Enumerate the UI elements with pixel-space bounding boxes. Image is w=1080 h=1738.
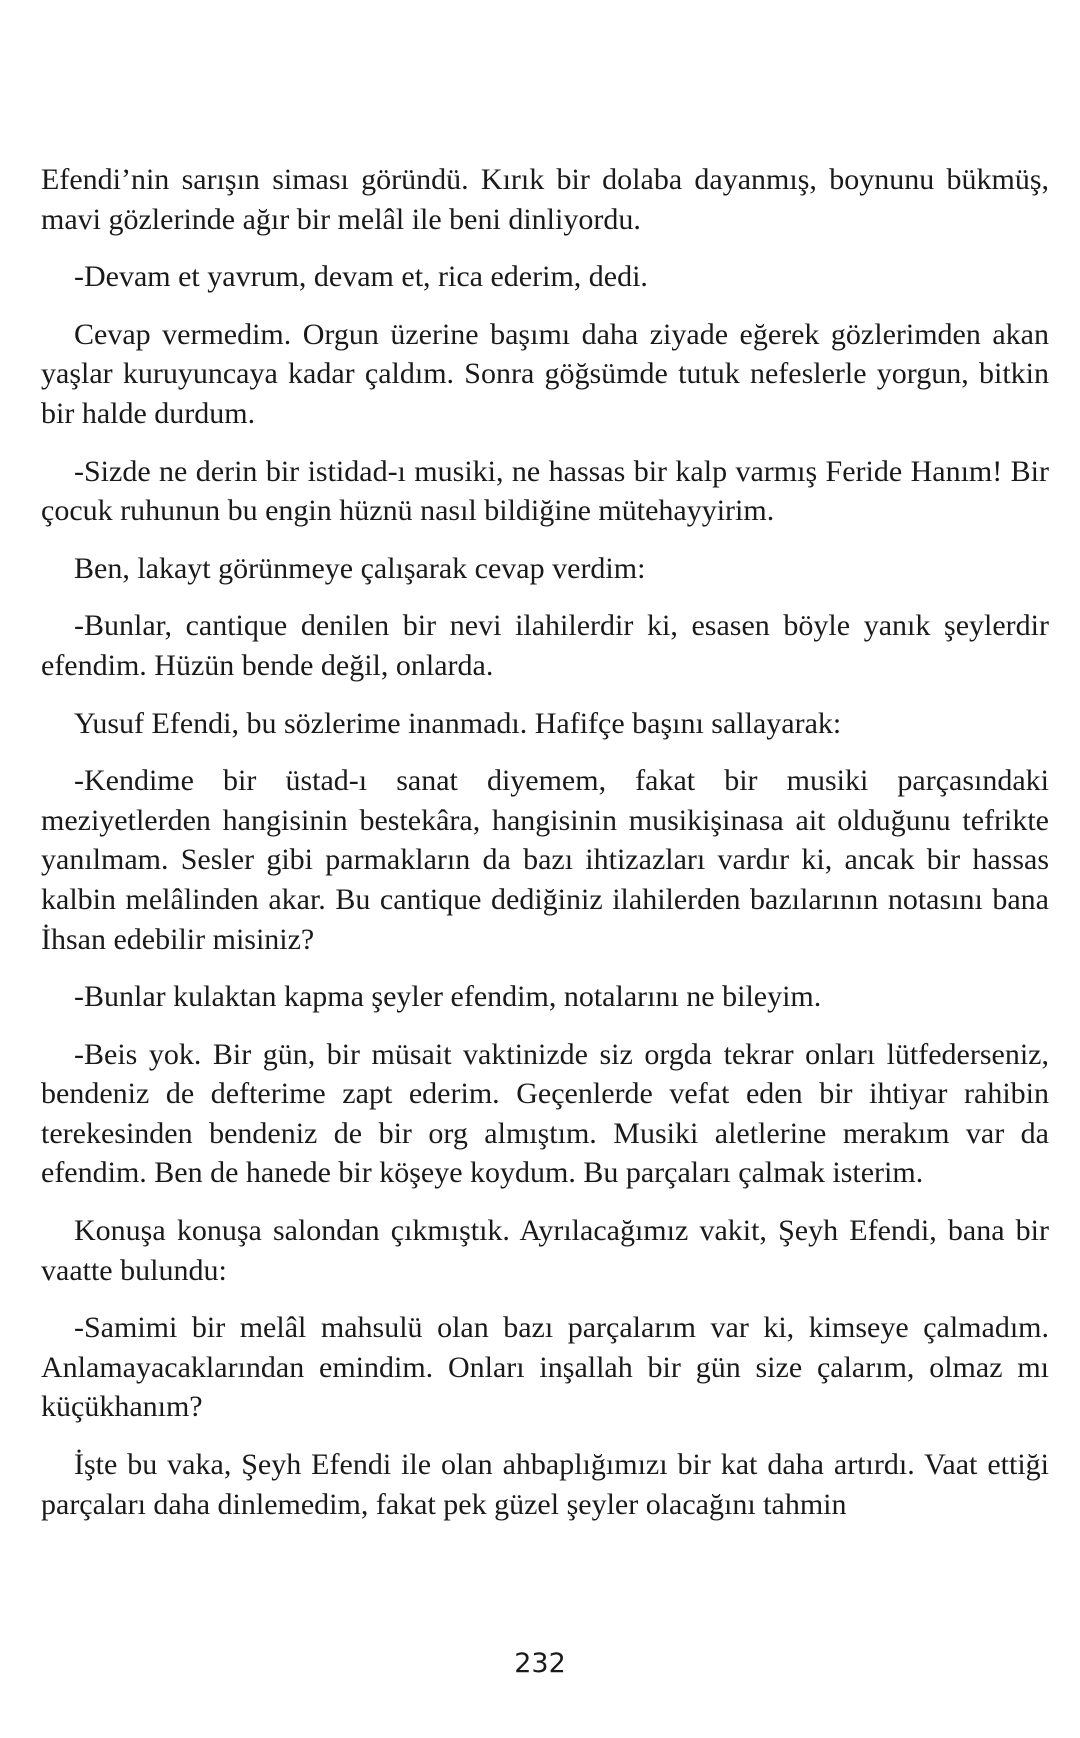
- text-body: [41, 160, 1049, 1542]
- paragraph-3: Cevap vermedim. Orgun üzerine başımı daha ziyade eğerek gözlerimden akan yaşlar kuruyuncaya kadar çaldım. Sonra göğsümde tutuk nefeslerle yorgun, bitkin bir halde durdum.: [41, 317, 1049, 430]
- paragraph-9: -Bunlar kulaktan kapma şeyler efendim, notalarını ne bileyim.: [74, 980, 822, 1014]
- paragraph-8: -Kendime bir üstad-ı sanat diyemem, fakat bir musiki parçasındaki meziyetlerden hangisinin bestekâra, hangisinin musikişinasa ait olduğunu tefrikte yanılmam. Sesler gibi parmakların da bazı ihtizazları vardır ki, ancak bir hassas kalbin melâlinden akar. Bu cantique dediğiniz ilahilerden bazılarının notasını bana İhsan edebilir misiniz?: [41, 764, 1049, 956]
- paragraph-6: -Bunlar, cantique denilen bir nevi ilahilerdir ki, esasen böyle yanık şeylerdir efendim. Hüzün bende değil, onlarda.: [41, 609, 1049, 682]
- paragraph-13: İşte bu vaka, Şeyh Efendi ile olan ahbaplığımızı bir kat daha artırdı. Vaat ettiği parçaları daha dinlemedim, fakat pek güzel şeyler olacağını tahmin: [41, 1448, 1049, 1521]
- paragraph-10: -Beis yok. Bir gün, bir müsait vaktinizde siz orgda tekrar onları lütfederseniz, bendeniz de defterime zapt ederim. Geçenlerde vefat eden bir ihtiyar rahibin terekesinden bendeniz de bir org almıştım. Musiki aletlerine merakım var da efendim. Ben de hanede bir köşeye koydum. Bu parçaları çalmak isterim.: [41, 1037, 1049, 1190]
- paragraph-11: Konuşa konuşa salondan çıkmıştık. Ayrılacağımız vakit, Şeyh Efendi, bana bir vaatte bulundu:: [41, 1214, 1049, 1287]
- paragraph-4: -Sizde ne derin bir istidad-ı musiki, ne hassas bir kalp varmış Feride Hanım! Bir çocuk ruhunun bu engin hüznü nasıl bildiğine mütehayyirim.: [41, 454, 1049, 528]
- paragraph-7: Yusuf Efendi, bu sözlerime inanmadı. Hafifçe başını sallayarak:: [74, 706, 842, 740]
- paragraph-12: -Samimi bir melâl mahsulü olan bazı parçalarım var ki, kimseye çalmadım. Anlamayacaklarından emindim. Onları inşallah bir gün size çalarım, olmaz mı küçükhanım?: [41, 1311, 1049, 1424]
- paragraph-1: Efendi’nin sarışın siması göründü. Kırık bir dolaba dayanmış, boynunu bükmüş, mavi gözlerinde ağır bir melâl ile beni dinliyordu.: [41, 163, 1049, 236]
- paragraph-2: -Devam et yavrum, devam et, rica ederim, dedi.: [74, 260, 648, 294]
- page-number: 232: [514, 1648, 566, 1679]
- paragraph-5: Ben, lakayt görünmeye çalışarak cevap verdim:: [74, 551, 646, 585]
